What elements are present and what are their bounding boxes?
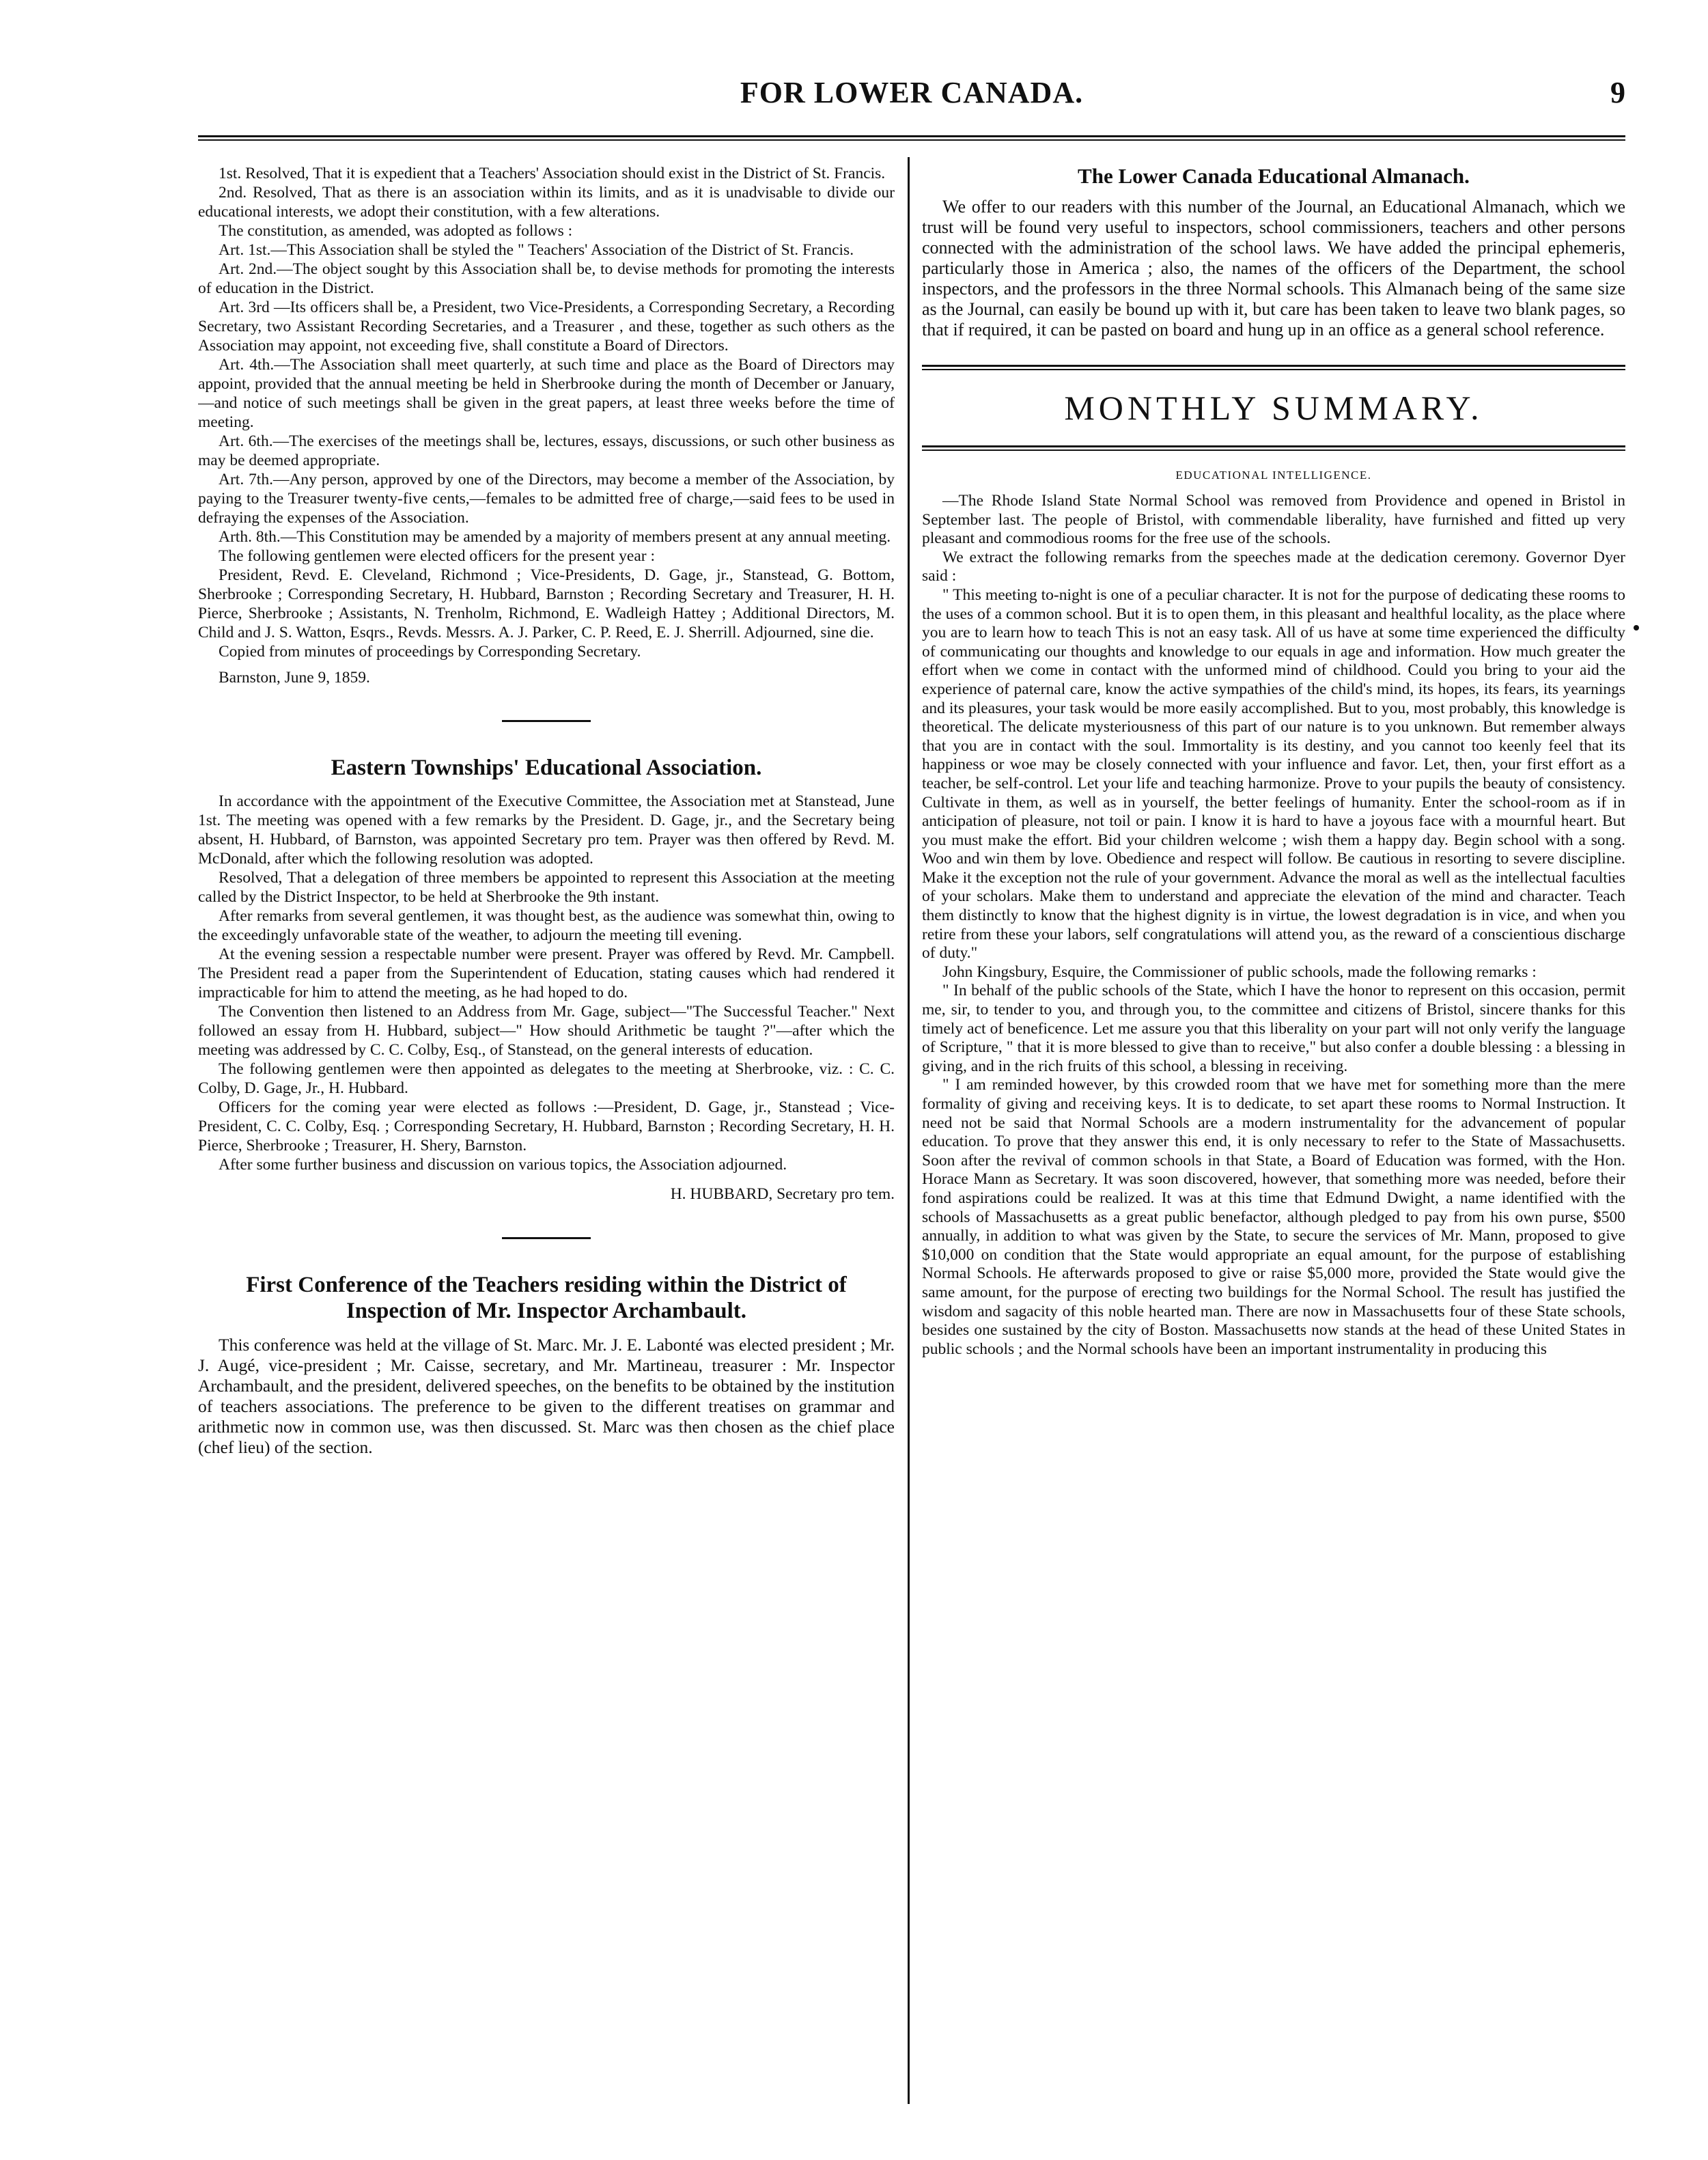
paragraph: President, Revd. E. Cleveland, Richmond ; Vice-Presidents, D. Gage, jr., Stanstead, G. Bottom, Sherbrooke ; Corresponding Secretary, H. Hubbard, Barnston ; Recording Secretary and Treasurer, H. H. Pierce, Sherbrooke ; Assistants, N. Trenholm, Richmond, E. Wadleigh Hattey ; Additional Directors, M. Child and J. S. Watton, Esqrs., Revds. Messrs. A. J. Parker, C. P. Reed, E. J. Sherrill. Adjourned, sine die.: [198, 566, 895, 641]
paragraph: —The Rhode Island State Normal School was removed from Providence and opened in Bristol in September last. The people of Bristol, with commendable liberality, have furnished and fitted up very pleasant and commodious rooms for the free use of the schools.: [922, 492, 1625, 548]
paragraph: In accordance with the appointment of the Executive Committee, the Association met at Stanstead, June 1st. The meeting was opened with a few remarks by the President. D. Gage, jr., and the Secretary being absent, H. Hubbard, of Barnston, was appointed Secretary pro tem. Prayer was then offered by Revd. M. McDonald, after which the following resolution was adopted.: [198, 792, 895, 868]
monthly-summary-heading: MONTHLY SUMMARY.: [1064, 389, 1483, 427]
paragraph: " I am reminded however, by this crowded room that we have met for something more than the mere formality of giving and receiving keys. It is to dedicate, to set apart these rooms to Normal Instruction. It need not be said that Normal Schools are a modern instrumentality for the advancement of popular education. To prove that they answer this end, it is only necessary to refer to the State of Massachusetts. Soon after the revival of common schools in that State, a Board of Education was formed, with the Hon. Horace Mann as Secretary. It was soon discovered, however, that something more was needed, before their fond aspirations could be realized. It was at this time that Edmund Dwight, a name identified with the schools of Massachusetts as a great public benefactor, although pledged to pay from his own purse, $500 annually, in addition to what was given by the State, to secure the services of Mr. Mann, proposed to give $10,000 on condition that the State would appropriate an equal amount, for the purpose of establishing Normal Schools. He afterwards proposed to give or raise $5,000 more, provided the State would give the same amount, for the purpose of erecting two buildings for the Normal School. The result has justified the wisdom and sagacity of this noble hearted man. There are now in Massachusetts four of these State schools, besides one sustained by the city of Boston. Massachusetts now stands at the head of these United States in public schools ; and the Normal schools have been an important instrumentality in producing this: [922, 1076, 1625, 1358]
section-separator: [502, 720, 591, 722]
paragraph: Art. 2nd.—The object sought by this Association shall be, to devise methods for promoting the interests of education in the District.: [198, 260, 895, 297]
paragraph: Art. 4th.—The Association shall meet quarterly, at such time and place as the Board of Directors may appoint, provided that the annual meeting be held in Sherbrooke during the month of December or January,—and notice of such meetings shall be given in the great papers, at least three weeks before the time of meeting.: [198, 356, 895, 431]
eastern-townships-article: [198, 755, 895, 1204]
paragraph: Art. 3rd —Its officers shall be, a President, two Vice-Presidents, a Corresponding Secretary, a Recording Secretary, two Assistant Recording Secretaries, and a Treasurer , and these, together as such others as the Association may appoint, not exceeding five, shall constitute a Board of Directors.: [198, 299, 895, 355]
paragraph: We offer to our readers with this number of the Journal, an Educational Almanach, which we trust will be found very useful to inspectors, school commissioners, teachers and other persons connected with the administration of the school laws. We have added the principal ephemeris, particularly those in America ; also, the names of the officers of the Department, the school inspectors, and the professors in the three Normal schools. This Almanach being of the same size as the Journal, can easily be bound up with it, but care has been taken to leave two blank pages, so that if required, it can be pasted on board and hung up in an office as a general school reference.: [922, 197, 1625, 340]
first-conference-article: [198, 1272, 895, 1458]
paragraph: Arth. 8th.—This Constitution may be amended by a majority of members present at any annual meeting.: [219, 528, 891, 546]
paragraph: Art. 7th.—Any person, approved by one of the Directors, may become a member of the Association, by paying to the Treasurer twenty-five cents,—females to be admitted free of charge,—said fees to be used in defraying the expenses of the Association.: [198, 471, 895, 527]
page-number: 9: [1610, 76, 1625, 109]
section-subheading: EDUCATIONAL INTELLIGENCE.: [1175, 469, 1372, 482]
paragraph: Art. 6th.—The exercises of the meetings shall be, lectures, essays, discussions, or such other business as may be deemed appropriate.: [198, 432, 895, 469]
paragraph: This conference was held at the village of St. Marc. Mr. J. E. Labonté was elected president ; Mr. J. Augé, vice-president ; Mr. Caisse, secretary, and Mr. Martineau, treasurer : Mr. Inspector Archambault, and the president, delivered speeches, on the benefits to be obtained by the institution of teachers associations. The preference to be given to the different treatises on grammar and arithmetic now in common use, was then discussed. St. Marc was then chosen as the chief place (chef lieu) of the section.: [198, 1335, 895, 1457]
paragraph: Officers for the coming year were elected as follows :—President, D. Gage, jr., Stanstead ; Vice-President, C. C. Colby, Esq. ; Corresponding Secretary, H. Hubbard, Barnston ; Recording Secretary, H. H. Pierce, Sherbrooke ; Treasurer, H. Shery, Barnston.: [198, 1098, 895, 1154]
educational-intelligence: [922, 492, 1625, 1359]
paragraph: " This meeting to-night is one of a peculiar character. It is not for the purpose of dedicating these rooms to the uses of a common school. But it is to open them, in this pleasant and healthful locality, as the place where you are to learn how to teach This is not an easy task. All of us have at some time experienced the difficulty of communicating our thoughts and knowledge to our equals in age and information. How much greater the effort when we come in contact with the unformed mind of childhood. Could you bring to your aid the experience of paternal care, know the active sympathies of the child's mind, its hopes, its fears, its yearnings and its pleasures, your task would be more easily accomplished. But to you, most probably, this knowledge is theoretical. The delicate mysteriousness of this part of our nature is to you unknown. But remember always that you are in contact with the soul. Immortality is its destiny, and you cannot too keenly feel that its happiness or woe may be closely connected with your influence and favor. Let, then, your first effort as a teacher, be self-control. Let your life and teaching harmonize. Prove to your pupils the beauty of consistency. Cultivate in them, as well as in yourself, the better feelings of humanity. Enter the school-room as if in anticipation of pleasure, not toil or pain. I know it is hard to have a joyous face with a mournful heart. But you must make the effort. Bid your children welcome ; wish them a happy day. Begin school with a song. Woo and win them by love. Obedience and respect will follow. Be cautious in resorting to severe discipline. Make it the exception not the rule of your government. Advance the moral as well as the intellectual faculties of your scholars. Make them to understand and appreciate the elevation of the mind and character. Teach them distinctly to know that the highest dignity is in virtue, the lowest degradation is in vice, and when you retire from these your labors, self congratulations will attend you, as the reward of a conscientious discharge of duty.": [922, 585, 1625, 963]
right-column: [922, 164, 1625, 2104]
paragraph: Art. 1st.—This Association shall be styled the " Teachers' Association of the District of St. Francis.: [219, 241, 854, 259]
paragraph: The Convention then listened to an Address from Mr. Gage, subject—"The Successful Teacher." Next followed an essay from H. Hubbard, subject—" How should Arithmetic be taught ?"—after which the meeting was addressed by C. C. Colby, Esq., of Stanstead, on the general interests of education.: [198, 1003, 895, 1059]
running-title: FOR LOWER CANADA.: [740, 76, 1084, 109]
signature: H. HUBBARD, Secretary pro tem.: [670, 1185, 895, 1203]
column-divider: [908, 157, 910, 2104]
left-column: [198, 164, 895, 2104]
paragraph: At the evening session a respectable number were present. Prayer was offered by Revd. Mr. Campbell. The President read a paper from the Superintendent of Education, stating causes which had rendered it impracticable for him to attend the meeting, as he had hoped to do.: [198, 945, 895, 1001]
paragraph: John Kingsbury, Esquire, the Commissioner of public schools, made the following remarks :: [942, 963, 1537, 981]
paragraph: The following gentlemen were then appointed as delegates to the meeting at Sherbrooke, viz. : C. C. Colby, D. Gage, Jr., H. Hubbard.: [198, 1060, 895, 1097]
dateline: Barnston, June 9, 1859.: [219, 669, 370, 687]
paragraph: Copied from minutes of proceedings by Corresponding Secretary.: [219, 643, 641, 661]
paragraph: The constitution, as amended, was adopted as follows :: [219, 222, 573, 240]
header-rule: [198, 135, 1625, 141]
paragraph: 2nd. Resolved, That as there is an association within its limits, and as it is unadvisable to divide our educational interests, we adopt their constitution, with a few alterations.: [198, 184, 895, 221]
paragraph: " In behalf of the public schools of the State, which I have the honor to represent on this occasion, permit me, sir, to tender to you, and through you, to the committee and citizens of Bristol, sincere thanks for this timely act of beneficence. Let me assure you that this liberality on your part will not only verify the language of Scripture, " that it is more blessed to give than to receive," but also confer a double blessing : a blessing in giving, and in the rich fruits of this school, a blessing in receiving.: [922, 982, 1625, 1075]
paragraph: After some further business and discussion on various topics, the Association adjourned.: [219, 1156, 787, 1174]
paragraph: Resolved, That a delegation of three members be appointed to represent this Association at the meeting called by the District Inspector, to be held at Sherbrooke the 9th instant.: [198, 869, 895, 906]
almanac-article: [922, 164, 1625, 340]
paragraph: After remarks from several gentlemen, it was thought best, as the audience was somewhat thin, owing to the exceedingly unfavorable state of the weather, to adjourn the meeting till evening.: [198, 907, 895, 944]
page-header: [198, 75, 1625, 123]
paragraph: The following gentlemen were elected officers for the present year :: [219, 547, 656, 565]
paragraph: We extract the following remarks from the speeches made at the dedication ceremony. Governor Dyer said :: [922, 548, 1625, 585]
section-separator: [502, 1237, 591, 1239]
association-constitution: [198, 164, 895, 687]
article-title: The Lower Canada Educational Almanach.: [1078, 164, 1470, 188]
section-rule: [922, 365, 1625, 370]
article-title: Eastern Townships' Educational Association.: [331, 756, 762, 780]
paragraph: 1st. Resolved, That it is expedient that a Teachers' Association should exist in the District of St. Francis.: [219, 165, 886, 182]
article-title: First Conference of the Teachers residing within the District of Inspection of Mr. Inspector Archambault.: [246, 1273, 847, 1323]
ink-dot: [1634, 625, 1639, 631]
section-rule: [922, 445, 1625, 451]
